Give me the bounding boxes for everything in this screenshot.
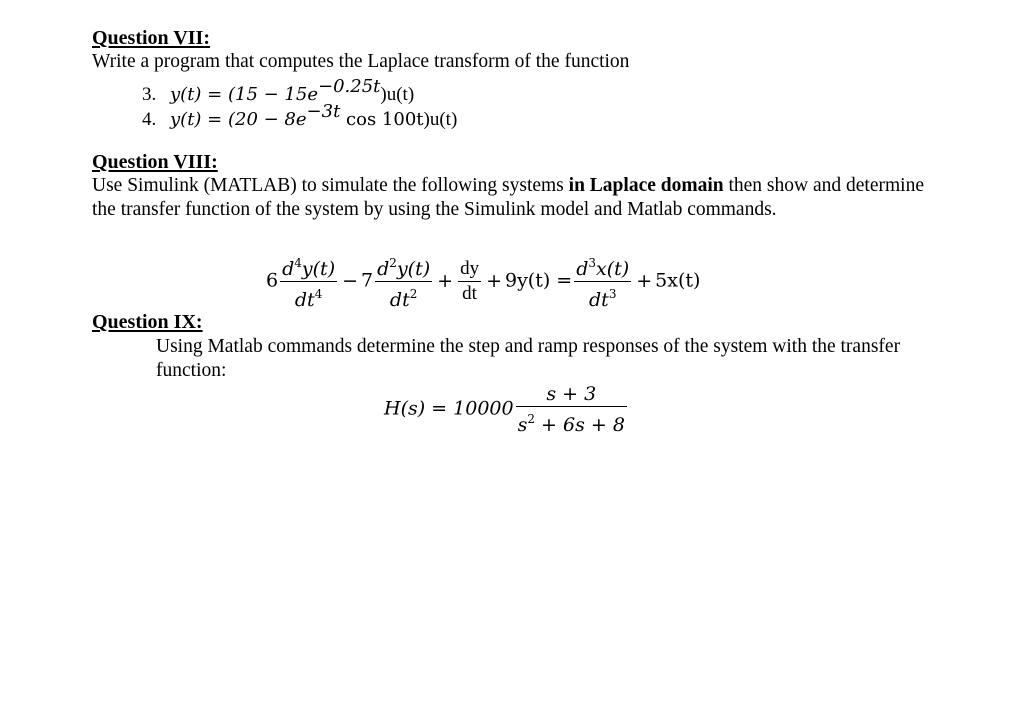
numerator-fn: y(t) bbox=[396, 258, 431, 280]
numerator: dy bbox=[458, 258, 481, 282]
denominator: dt bbox=[389, 289, 410, 311]
transfer-fraction bbox=[516, 383, 627, 436]
operator: + bbox=[636, 269, 653, 292]
question-viii-text bbox=[92, 174, 927, 222]
item-expression: y(t) = (20 − 8e bbox=[170, 109, 307, 130]
item-exponent: −0.25t bbox=[317, 76, 381, 97]
order: 3 bbox=[588, 256, 597, 270]
denominator-rest: + 6s + 8 bbox=[535, 414, 625, 436]
order: 4 bbox=[314, 287, 323, 301]
item-cos: cos 100t bbox=[340, 109, 424, 130]
coefficient: 6 bbox=[266, 269, 279, 292]
order: 2 bbox=[527, 412, 535, 426]
denominator: dt bbox=[462, 283, 477, 304]
fraction-d3x bbox=[574, 252, 631, 311]
denominator-s: s bbox=[517, 414, 528, 436]
fraction-d2y bbox=[375, 252, 432, 311]
question-vii-item-4 bbox=[142, 101, 457, 131]
text-part: then show and determine the transfer function of the system by using the Simulink model and Matlab commands. bbox=[92, 175, 924, 220]
order: 3 bbox=[608, 287, 617, 301]
coefficient: 7 bbox=[361, 269, 374, 292]
term-9y: 9y(t) = bbox=[504, 269, 573, 292]
operator: − bbox=[342, 269, 359, 292]
operator: + bbox=[486, 269, 502, 292]
denominator: dt bbox=[589, 289, 609, 311]
item-exponent: −3t bbox=[306, 101, 341, 122]
numerator-d: d bbox=[576, 258, 589, 280]
order: 4 bbox=[294, 256, 302, 270]
numerator-d: d bbox=[282, 258, 295, 280]
text-part: Use Simulink (MATLAB) to simulate the following systems bbox=[92, 175, 569, 196]
question-vii-intro: Write a program that computes the Laplace transform of the function bbox=[92, 51, 630, 72]
item-expression: y(t) = (15 − 15e bbox=[170, 84, 318, 105]
transfer-function-equation bbox=[384, 383, 629, 436]
item-tail: )u(t) bbox=[380, 84, 415, 105]
fraction-d4y bbox=[280, 252, 337, 311]
order: 2 bbox=[409, 287, 418, 301]
order: 2 bbox=[389, 256, 397, 270]
item-tail: )u(t) bbox=[423, 109, 458, 130]
numerator-fn: x(t) bbox=[596, 258, 630, 280]
question-vii-heading: Question VII: bbox=[92, 27, 210, 49]
term-5x: 5x(t) bbox=[655, 269, 701, 292]
denominator: dt bbox=[294, 289, 315, 311]
item-number: 4. bbox=[142, 109, 157, 130]
fraction-dy-dt bbox=[458, 258, 481, 305]
operator: + bbox=[437, 269, 454, 292]
differential-equation bbox=[266, 252, 700, 311]
numerator-fn: y(t) bbox=[301, 258, 336, 280]
transfer-lhs: H(s) = 10000 bbox=[384, 397, 514, 420]
question-ix-text: Using Matlab commands determine the step and ramp responses of the system with the transfer function: bbox=[156, 336, 901, 381]
numerator-d: d bbox=[377, 258, 390, 280]
item-number: 3. bbox=[142, 84, 157, 105]
question-ix-heading: Question IX: bbox=[92, 311, 203, 333]
text-bold: in Laplace domain bbox=[568, 175, 724, 196]
numerator: s + 3 bbox=[516, 383, 627, 407]
question-viii-heading: Question VIII: bbox=[92, 151, 218, 173]
